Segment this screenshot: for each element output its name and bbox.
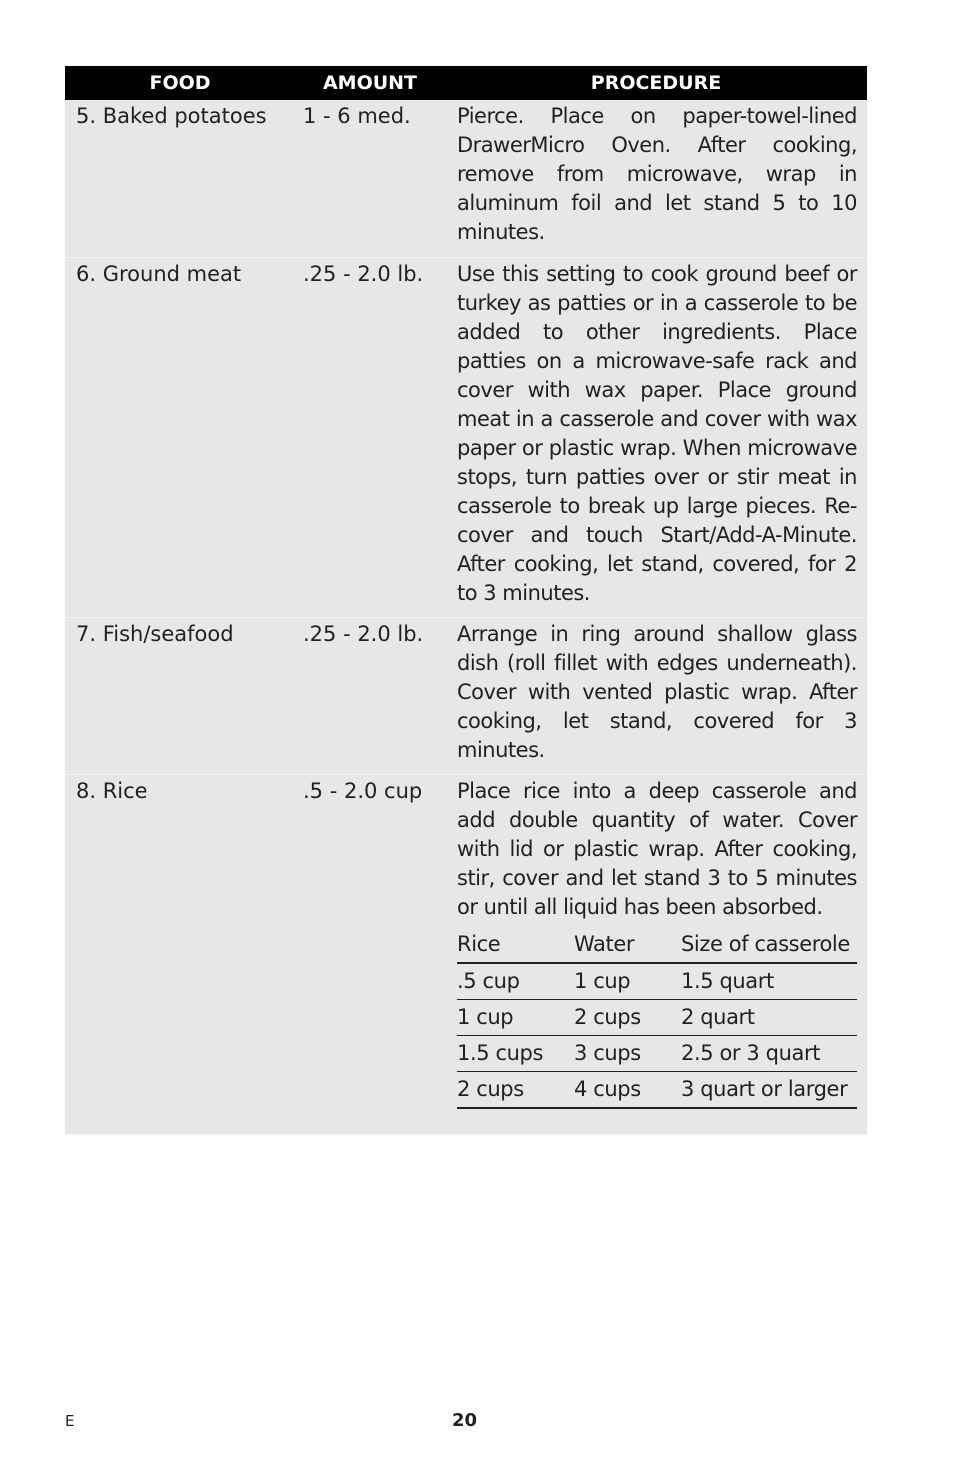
amount-cell: .25 - 2.0 lb. xyxy=(303,622,424,646)
food-cell: 5. Baked potatoes xyxy=(76,104,267,128)
header-food: FOOD xyxy=(149,72,211,94)
rice-table-header xyxy=(457,930,857,963)
table-header xyxy=(65,66,867,100)
procedure-cell: Use this setting to cook ground beef or turkey as patties or in a casserole to be added to other ingredients. Place patties on a microwave-safe rack and cover with wax paper. Place ground meat in a casserole and cover with wax paper or plastic wrap. When microwave stops, turn patties over or stir meat in casserole to break up large pieces. Re-cover and touch Start/Add-A-Minute. After cooking, let stand, covered, for 2 to 3 minutes. xyxy=(457,262,857,605)
rice-water-table xyxy=(457,930,857,1109)
rice-header: Rice xyxy=(457,930,574,963)
table-row xyxy=(65,258,867,618)
amount-cell: 1 - 6 med. xyxy=(303,104,411,128)
rice-table-row xyxy=(457,963,857,1000)
language-mark: E xyxy=(65,1412,75,1430)
procedure-cell: Arrange in ring around shallow glass dish (roll fillet with edges underneath). Cover with vented plastic wrap. After cooking, let stand, covered for 3 minutes. xyxy=(457,622,857,762)
casserole-cell: 3 quart or larger xyxy=(681,1072,857,1109)
table-row xyxy=(65,100,867,258)
rice-table-row xyxy=(457,1000,857,1036)
page-number: 20 xyxy=(451,1410,478,1431)
water-header: Water xyxy=(574,930,681,963)
casserole-cell: 1.5 quart xyxy=(681,963,857,1000)
rice-cell: 1 cup xyxy=(457,1000,574,1036)
procedure-cell: Place rice into a deep casserole and add double quantity of water. Cover with lid or plastic wrap. After cooking, stir, cover and let stand 3 to 5 minutes or until all liquid has been absorbed. xyxy=(457,779,857,919)
casserole-cell: 2.5 or 3 quart xyxy=(681,1036,857,1072)
food-cell: 6. Ground meat xyxy=(76,262,242,286)
table-row xyxy=(65,618,867,775)
water-cell: 2 cups xyxy=(574,1000,681,1036)
water-cell: 3 cups xyxy=(574,1036,681,1072)
rice-table-row xyxy=(457,1036,857,1072)
food-cell: 8. Rice xyxy=(76,779,148,803)
casserole-cell: 2 quart xyxy=(681,1000,857,1036)
cooking-guide-table xyxy=(65,66,867,1135)
casserole-header: Size of casserole xyxy=(681,930,857,963)
procedure-cell: Pierce. Place on paper-towel-lined DrawerMicro Oven. After cooking, remove from microwave, wrap in aluminum foil and let stand 5 to 10 minutes. xyxy=(457,104,857,244)
rice-cell: .5 cup xyxy=(457,963,574,1000)
header-amount: AMOUNT xyxy=(322,72,418,94)
food-cell: 7. Fish/seafood xyxy=(76,622,234,646)
amount-cell: .25 - 2.0 lb. xyxy=(303,262,424,286)
water-cell: 4 cups xyxy=(574,1072,681,1109)
amount-cell: .5 - 2.0 cup xyxy=(303,779,423,803)
rice-cell: 2 cups xyxy=(457,1072,574,1109)
table-row xyxy=(65,775,867,1135)
rice-cell: 1.5 cups xyxy=(457,1036,574,1072)
water-cell: 1 cup xyxy=(574,963,681,1000)
header-procedure: PROCEDURE xyxy=(590,72,722,94)
rice-table-row xyxy=(457,1072,857,1109)
